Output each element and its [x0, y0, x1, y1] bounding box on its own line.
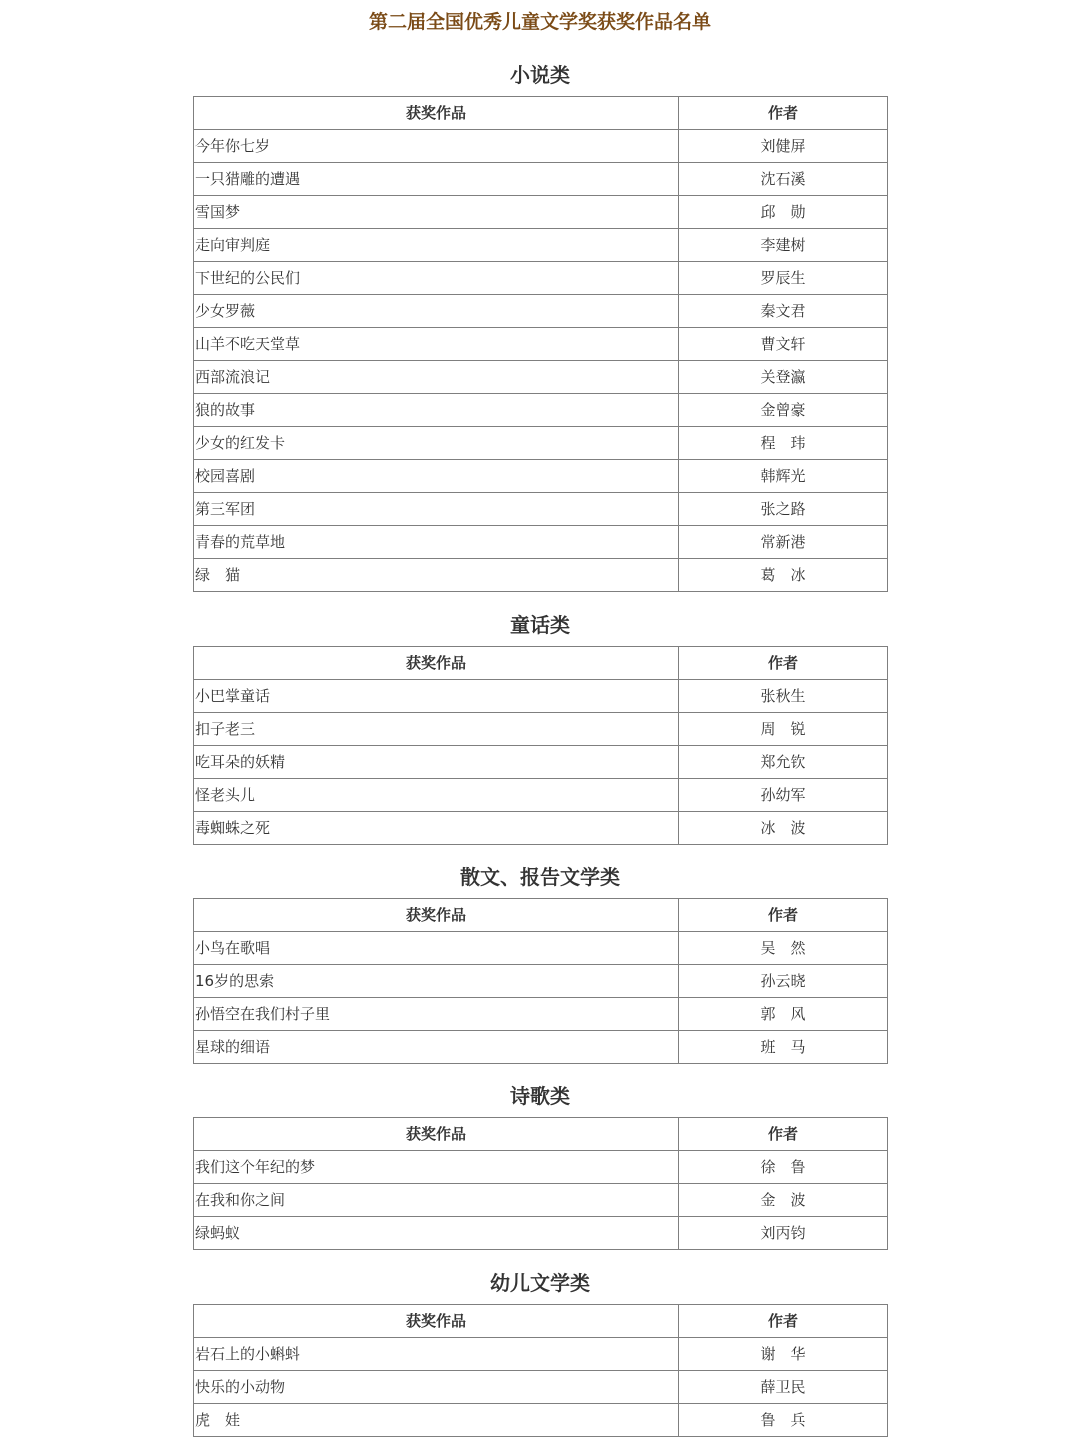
table-row: [194, 1338, 888, 1371]
work-title: 青春的荒草地: [194, 526, 679, 559]
award-table: [193, 646, 888, 845]
table-row: [194, 196, 888, 229]
author-name: 程 玮: [679, 427, 888, 460]
table-row: [194, 965, 888, 998]
award-table: [193, 96, 888, 592]
table-row: [194, 460, 888, 493]
author-name: 吴 然: [679, 932, 888, 965]
page-title: 第二届全国优秀儿童文学奖获奖作品名单: [368, 11, 711, 33]
author-name: 鲁 兵: [679, 1404, 888, 1437]
author-name: 薛卫民: [679, 1371, 888, 1404]
column-header-work: 获奖作品: [194, 97, 679, 130]
author-name: 常新港: [679, 526, 888, 559]
author-name: 郭 风: [679, 998, 888, 1031]
section-heading: 散文、报告文学类: [460, 865, 620, 889]
section-heading: 小说类: [510, 63, 570, 87]
work-title: 一只猎雕的遭遇: [194, 163, 679, 196]
work-title: 吃耳朵的妖精: [194, 746, 679, 779]
column-header-work: 获奖作品: [194, 1305, 679, 1338]
section-heading: 童话类: [510, 613, 570, 637]
work-title: 绿蚂蚁: [194, 1217, 679, 1250]
author-name: 孙云晓: [679, 965, 888, 998]
work-title: 第三军团: [194, 493, 679, 526]
table-row: [194, 812, 888, 845]
author-name: 金曾豪: [679, 394, 888, 427]
award-section: [193, 1266, 887, 1437]
column-header-author: 作者: [679, 899, 888, 932]
author-name: 葛 冰: [679, 559, 888, 592]
work-title: 走向审判庭: [194, 229, 679, 262]
work-title: 狼的故事: [194, 394, 679, 427]
work-title: 孙悟空在我们村子里: [194, 998, 679, 1031]
column-header-work: 获奖作品: [194, 647, 679, 680]
author-name: 周 锐: [679, 713, 888, 746]
table-row: [194, 1371, 888, 1404]
table-header-row: [194, 647, 888, 680]
table-header-row: [194, 1305, 888, 1338]
author-name: 冰 波: [679, 812, 888, 845]
table-row: [194, 427, 888, 460]
author-name: 张之路: [679, 493, 888, 526]
table-row: [194, 130, 888, 163]
table-row: [194, 680, 888, 713]
table-row: [194, 328, 888, 361]
work-title: 岩石上的小蝌蚪: [194, 1338, 679, 1371]
work-title: 我们这个年纪的梦: [194, 1151, 679, 1184]
work-title: 虎 娃: [194, 1404, 679, 1437]
table-row: [194, 262, 888, 295]
table-row: [194, 1151, 888, 1184]
author-name: 沈石溪: [679, 163, 888, 196]
author-name: 邱 勋: [679, 196, 888, 229]
work-title: 西部流浪记: [194, 361, 679, 394]
award-table: [193, 1304, 888, 1437]
table-header-row: [194, 1118, 888, 1151]
column-header-author: 作者: [679, 1305, 888, 1338]
table-row: [194, 1184, 888, 1217]
column-header-work: 获奖作品: [194, 1118, 679, 1151]
column-header-author: 作者: [679, 97, 888, 130]
author-name: 金 波: [679, 1184, 888, 1217]
column-header-work: 获奖作品: [194, 899, 679, 932]
work-title: 怪老头儿: [194, 779, 679, 812]
column-header-author: 作者: [679, 647, 888, 680]
table-row: [194, 361, 888, 394]
author-name: 曹文轩: [679, 328, 888, 361]
work-title: 少女的红发卡: [194, 427, 679, 460]
table-row: [194, 295, 888, 328]
work-title: 快乐的小动物: [194, 1371, 679, 1404]
table-row: [194, 779, 888, 812]
author-name: 徐 鲁: [679, 1151, 888, 1184]
table-row: [194, 1217, 888, 1250]
author-name: 罗辰生: [679, 262, 888, 295]
award-table: [193, 898, 888, 1064]
author-name: 张秋生: [679, 680, 888, 713]
work-title: 雪国梦: [194, 196, 679, 229]
author-name: 刘健屏: [679, 130, 888, 163]
award-section: [193, 608, 887, 845]
table-row: [194, 163, 888, 196]
author-name: 谢 华: [679, 1338, 888, 1371]
table-row: [194, 1404, 888, 1437]
table-row: [194, 932, 888, 965]
award-section: [193, 1079, 887, 1250]
work-title: 星球的细语: [194, 1031, 679, 1064]
author-name: 李建树: [679, 229, 888, 262]
table-row: [194, 746, 888, 779]
table-row: [194, 394, 888, 427]
author-name: 班 马: [679, 1031, 888, 1064]
work-title: 山羊不吃天堂草: [194, 328, 679, 361]
work-title: 在我和你之间: [194, 1184, 679, 1217]
table-row: [194, 526, 888, 559]
table-header-row: [194, 97, 888, 130]
author-name: 关登瀛: [679, 361, 888, 394]
work-title: 毒蜘蛛之死: [194, 812, 679, 845]
award-section: [193, 860, 887, 1064]
table-row: [194, 493, 888, 526]
work-title: 今年你七岁: [194, 130, 679, 163]
table-row: [194, 998, 888, 1031]
table-header-row: [194, 899, 888, 932]
work-title: 16岁的思索: [194, 965, 679, 998]
work-title: 校园喜剧: [194, 460, 679, 493]
award-section: [193, 58, 887, 592]
table-row: [194, 713, 888, 746]
work-title: 扣子老三: [194, 713, 679, 746]
work-title: 下世纪的公民们: [194, 262, 679, 295]
section-heading: 诗歌类: [510, 1084, 570, 1108]
table-row: [194, 559, 888, 592]
column-header-author: 作者: [679, 1118, 888, 1151]
table-row: [194, 1031, 888, 1064]
table-row: [194, 229, 888, 262]
section-heading: 幼儿文学类: [490, 1271, 590, 1295]
award-table: [193, 1117, 888, 1250]
work-title: 绿 猫: [194, 559, 679, 592]
work-title: 少女罗薇: [194, 295, 679, 328]
work-title: 小鸟在歌唱: [194, 932, 679, 965]
author-name: 刘丙钧: [679, 1217, 888, 1250]
work-title: 小巴掌童话: [194, 680, 679, 713]
author-name: 韩辉光: [679, 460, 888, 493]
author-name: 秦文君: [679, 295, 888, 328]
author-name: 孙幼军: [679, 779, 888, 812]
author-name: 郑允钦: [679, 746, 888, 779]
